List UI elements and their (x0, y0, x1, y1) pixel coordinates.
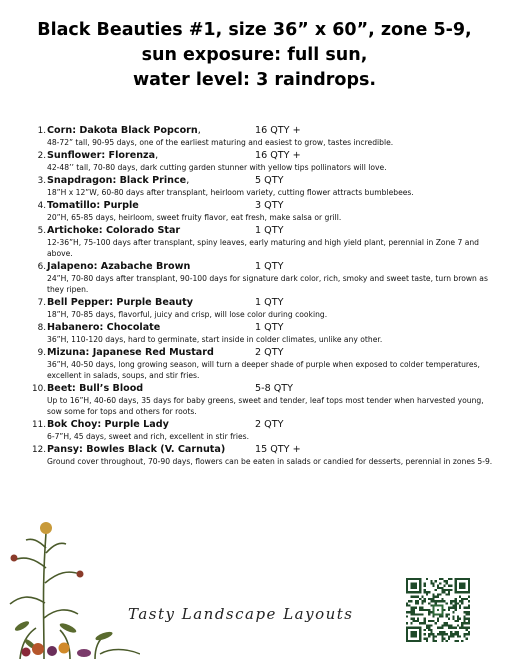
brand-name: Tasty Landscape Layouts (128, 605, 354, 623)
plant-description: 24”H, 70-80 days after transplant, 90-100 days for signature dark color, rich, smoky and sweet taste, turn brown as they ripen. (47, 274, 488, 294)
list-item (20, 382, 496, 417)
list-item (20, 124, 496, 148)
item-number: 4. (37, 201, 46, 211)
title-line-2: sun exposure: full sun, (141, 45, 368, 65)
item-number: 10. (32, 384, 46, 394)
list-item (20, 296, 496, 320)
plant-name-suffix: , (197, 125, 201, 136)
item-number: 11. (32, 420, 46, 430)
item-number: 9. (37, 348, 46, 358)
plant-name: Bell Pepper: Purple Beauty (47, 297, 193, 308)
plant-name: Tomatillo: Purple (47, 200, 139, 211)
item-heading (47, 174, 496, 187)
item-number: 7. (37, 298, 46, 308)
plant-description: Up to 16”H, 40-60 days, 35 days for baby greens, sweet and tender, leaf tops most tender when harvested young, sow some for tops and others for roots. (47, 396, 484, 416)
item-heading (47, 382, 496, 395)
plant-quantity: 15 QTY + (255, 444, 301, 455)
plant-name: Habanero: Chocolate (47, 322, 161, 333)
list-item (20, 346, 496, 381)
list-item (20, 260, 496, 295)
plant-quantity: 5 QTY (255, 175, 284, 186)
plant-name: Beet: Bull’s Blood (47, 383, 144, 394)
plant-name: Pansy: Bowles Black (V. Carnuta) (47, 444, 226, 455)
plant-quantity: 1 QTY (255, 297, 284, 308)
item-number: 6. (37, 262, 46, 272)
item-number: 5. (37, 226, 46, 236)
list-item (20, 174, 496, 198)
plant-quantity: 2 QTY (255, 419, 284, 430)
item-heading (47, 346, 496, 359)
plant-description: 6-7”H, 45 days, sweet and rich, excellent in stir fries. (47, 432, 250, 441)
plant-description: 36”H, 40-50 days, long growing season, will turn a deeper shade of purple when exposed to colder temperatures, excellent in salads, soups, and stir fries. (47, 360, 480, 380)
plant-name: Artichoke: Colorado Star (47, 225, 181, 236)
plant-name: Mizuna: Japanese Red Mustard (47, 347, 214, 358)
plant-description: 42-48’’ tall, 70-80 days, dark cutting garden stunner with yellow tips pollinators will love. (47, 163, 387, 172)
item-number: 3. (37, 176, 46, 186)
item-number: 2. (37, 151, 46, 161)
list-item (20, 418, 496, 442)
title-line-1: Black Beauties #1, size 36” x 60”, zone 5-9, (37, 20, 472, 40)
plant-description: Ground cover throughout, 70-90 days, flowers can be eaten in salads or candied for desserts, perennial in zones 5-9. (47, 457, 493, 466)
plant-description: 20”H, 65-85 days, heirloom, sweet fruity flavor, eat fresh, make salsa or grill. (47, 213, 342, 222)
item-heading (47, 418, 496, 431)
list-item (20, 321, 496, 345)
plant-name: Bok Choy: Purple Lady (47, 419, 169, 430)
title-line-3: water level: 3 raindrops. (132, 70, 377, 90)
plant-description: 12-36”H, 75-100 days after transplant, spiny leaves, early maturing and high yield plant, perennial in Zone 7 and above. (47, 238, 480, 258)
item-heading (47, 124, 496, 137)
item-number: 8. (37, 323, 46, 333)
plant-name-suffix: , (155, 150, 159, 161)
plant-description: 18”H, 70-85 days, flavorful, juicy and crisp, will lose color during cooking. (47, 310, 328, 319)
item-number: 1. (37, 126, 46, 136)
plant-description: 48-72” tall, 90-95 days, one of the earliest maturing and easiest to grow, tastes incredible. (47, 138, 394, 147)
item-heading (47, 260, 496, 273)
plant-quantity: 16 QTY + (255, 125, 301, 136)
item-heading (47, 296, 496, 309)
item-heading (47, 224, 496, 237)
plant-quantity: 3 QTY (255, 200, 284, 211)
plant-list (20, 124, 496, 468)
plant-quantity: 2 QTY (255, 347, 284, 358)
plant-name: Corn: Dakota Black Popcorn (47, 125, 198, 136)
plant-quantity: 5-8 QTY (255, 383, 293, 394)
list-item (20, 224, 496, 259)
plant-name-suffix: , (186, 175, 190, 186)
plant-description: 36”H, 110-120 days, hard to germinate, start inside in colder climates, unlike any other. (47, 335, 383, 344)
item-heading (47, 321, 496, 334)
list-item (20, 443, 496, 467)
plant-description: 18”H x 12”W, 60-80 days after transplant, heirloom variety, cutting flower attracts bumblebees. (47, 188, 414, 197)
plant-quantity: 1 QTY (255, 261, 284, 272)
plant-quantity: 1 QTY (255, 322, 284, 333)
item-number: 12. (32, 445, 46, 455)
item-heading (47, 443, 496, 456)
plant-name: Snapdragon: Black Prince (47, 175, 187, 186)
plant-quantity: 1 QTY (255, 225, 284, 236)
vegetable-garden-illustration-icon (0, 508, 140, 659)
plant-quantity: 16 QTY + (255, 150, 301, 161)
list-item (20, 149, 496, 173)
page-title (0, 18, 509, 93)
list-item (20, 199, 496, 223)
plant-name: Sunflower: Florenza (47, 150, 156, 161)
qr-code-icon (406, 578, 470, 642)
plant-name: Jalapeno: Azabache Brown (47, 261, 191, 272)
item-heading (47, 199, 496, 212)
item-heading (47, 149, 496, 162)
